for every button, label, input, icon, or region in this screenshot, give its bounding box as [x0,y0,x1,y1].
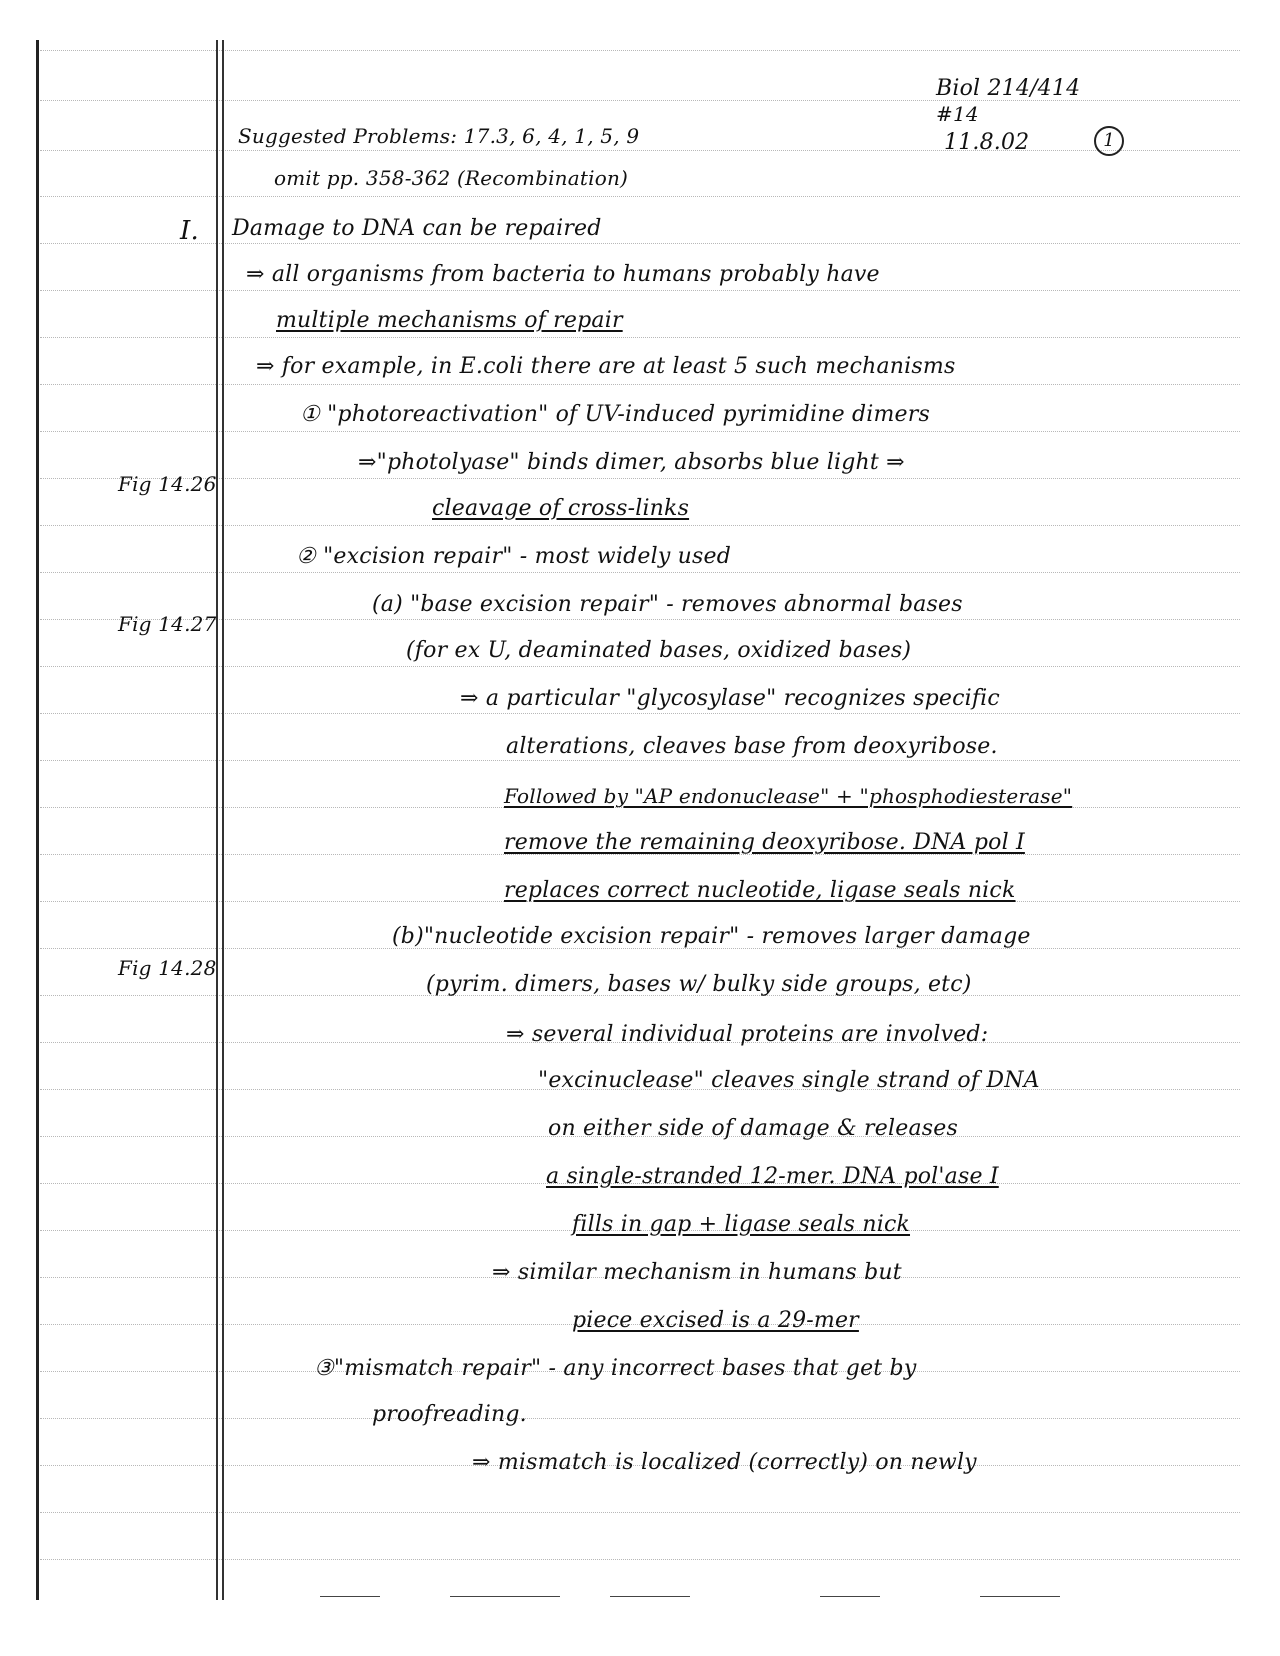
ruled-line [40,760,1240,761]
note-line: replaces correct nucleotide, ligase seals nick [504,878,1016,903]
ruled-line [40,713,1240,714]
note-line: (b)"nucleotide excision repair" - removes larger damage [392,924,1031,949]
note-line: alterations, cleaves base from deoxyribose. [506,734,998,759]
page-left-edge [36,40,39,1600]
ruled-line [40,243,1240,244]
lecture-date: 11.8.02 [944,130,1030,155]
ruled-line [40,666,1240,667]
note-line: remove the remaining deoxyribose. DNA pol I [504,830,1025,855]
ruled-line [40,384,1240,385]
page-number-circle: 1 [1094,126,1124,156]
scan-mark [450,1596,560,1597]
note-line: cleavage of cross-links [432,496,690,521]
ruled-line [40,525,1240,526]
section-heading: Damage to DNA can be repaired [232,216,602,241]
note-line: ⇒ a particular "glycosylase" recognizes specific [460,686,1000,711]
note-line: ⇒ for example, in E.coli there are at least 5 such mechanisms [256,354,956,379]
note-line: piece excised is a 29-mer [572,1308,859,1333]
ruled-line [40,619,1240,620]
note-line: ⇒ similar mechanism in humans but [492,1260,902,1285]
note-line: ⇒ several individual proteins are involved: [506,1022,989,1047]
suggested-problems-line: Suggested Problems: 17.3, 6, 4, 1, 5, 9 [238,124,640,148]
note-line: Followed by "AP endonuclease" + "phosphodiesterase" [504,784,1073,808]
margin-line-left [216,40,218,1600]
note-line: a single-stranded 12-mer. DNA pol'ase I [546,1164,999,1189]
note-line: ⇒ mismatch is localized (correctly) on newly [472,1450,977,1475]
note-line: ⇒ all organisms from bacteria to humans probably have [246,262,880,287]
margin-line-right [222,40,224,1600]
ruled-line [40,431,1240,432]
scan-mark [820,1596,880,1597]
ruled-line [40,196,1240,197]
ruled-line [40,1418,1240,1419]
note-line: multiple mechanisms of repair [276,308,623,333]
note-line: ⇒"photolyase" binds dimer, absorbs blue light ⇒ [358,450,905,475]
section-marker: I. [180,216,199,246]
ruled-line [40,50,1240,51]
ruled-line [40,290,1240,291]
note-line: ② "excision repair" - most widely used [296,544,731,569]
scan-mark [320,1596,380,1597]
ruled-line [40,1512,1240,1513]
note-line: ① "photoreactivation" of UV-induced pyrimidine dimers [300,402,930,427]
scan-mark [610,1596,690,1597]
course-label: Biol 214/414 [936,76,1081,101]
note-line: (pyrim. dimers, bases w/ bulky side groups, etc) [426,972,972,997]
note-line: "excinuclease" cleaves single strand of DNA [538,1068,1040,1093]
note-line: (a) "base excision repair" - removes abnormal bases [372,592,963,617]
ruled-line [40,1559,1240,1560]
note-line: fills in gap + ligase seals nick [572,1212,911,1237]
ruled-line [40,150,1240,151]
ruled-line [40,478,1240,479]
lecture-number: #14 [936,102,979,126]
note-line: on either side of damage & releases [548,1116,958,1141]
margin-note-fig-14-26: Fig 14.26 [118,472,217,496]
margin-note-fig-14-27: Fig 14.27 [118,612,217,636]
note-line: ③"mismatch repair" - any incorrect bases that get by [314,1356,917,1381]
note-line: proofreading. [372,1402,527,1427]
note-line: (for ex U, deaminated bases, oxidized bases) [406,638,912,663]
scan-mark [980,1596,1060,1597]
margin-note-fig-14-28: Fig 14.28 [118,956,217,980]
ruled-line [40,572,1240,573]
omit-pages-line: omit pp. 358-362 (Recombination) [274,166,629,190]
ruled-line [40,337,1240,338]
